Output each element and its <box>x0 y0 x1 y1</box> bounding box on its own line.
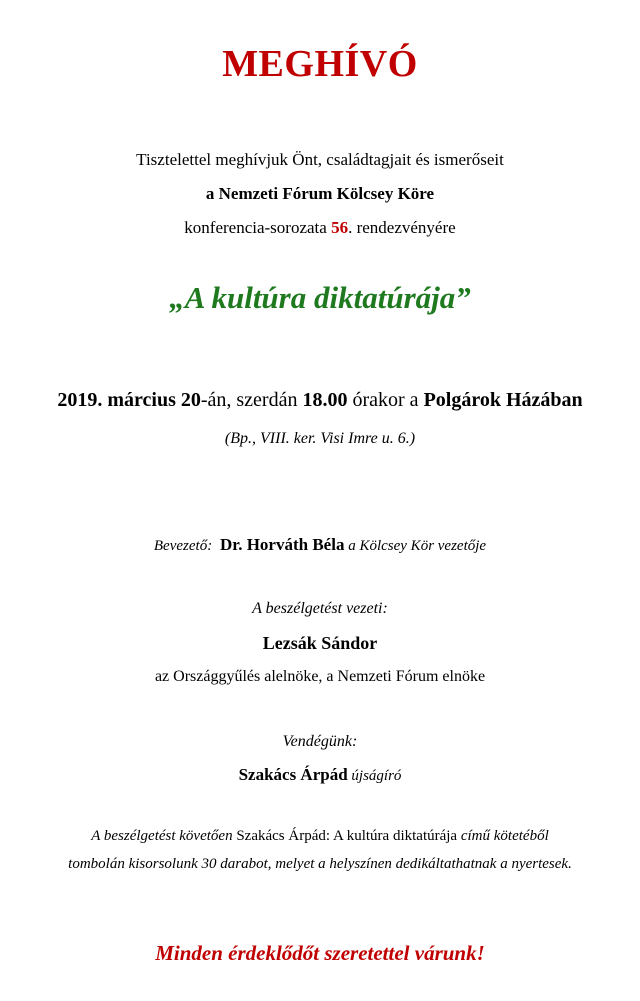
intro-speaker-label: Bevezető: <box>153 538 216 554</box>
guest-line <box>0 765 640 785</box>
series-suffix: . rendezvényére <box>348 218 456 237</box>
date-venue-line <box>0 389 640 412</box>
series-prefix: konferencia-sorozata <box>184 218 332 237</box>
raffle-book-title: Szakács Árpád: A kultúra diktatúrája <box>236 828 458 844</box>
event-title: „A kultúra diktatúrája” <box>169 280 471 315</box>
intro-speaker-line <box>0 535 640 555</box>
date-suffix: -án, szerdán <box>200 389 303 411</box>
event-venue: Polgárok Házában <box>423 389 583 411</box>
intro-speaker-name: Dr. Horváth Béla <box>219 535 345 554</box>
raffle-part-2: című kötetéből <box>457 828 549 844</box>
organizer-name: a Nemzeti Fórum Kölcsey Köre <box>205 184 435 203</box>
intro-line-1: Tisztelettel meghívjuk Önt, családtagjait és ismerőseit <box>136 150 504 169</box>
intro-speaker-role: a Kölcsey Kör vezetője <box>344 538 487 554</box>
guest-role: újságíró <box>347 768 402 784</box>
event-time: 18.00 <box>302 389 348 411</box>
raffle-part-1: A beszélgetést követően <box>91 828 237 844</box>
venue-address: (Bp., VIII. ker. Visi Imre u. 6.) <box>224 430 416 447</box>
intro-line-3 <box>0 218 640 238</box>
raffle-line-1 <box>0 828 640 845</box>
moderator-role: az Országgyűlés alelnöke, a Nemzeti Fórum elnöke <box>154 668 486 685</box>
moderator-name: Lezsák Sándor <box>262 633 378 653</box>
invitation-title: MEGHÍVÓ <box>222 43 418 85</box>
time-suffix: órakor a <box>347 389 424 411</box>
moderator-label: A beszélgetést vezeti: <box>252 600 388 617</box>
event-date: 2019. március 20 <box>57 389 201 411</box>
raffle-line-2: tombolán kisorsolunk 30 darabot, melyet a helyszínen dedikáltathatnak a nyertesek. <box>68 856 572 872</box>
closing-message: Minden érdeklődőt szeretettel várunk! <box>155 941 485 965</box>
guest-name: Szakács Árpád <box>238 765 348 784</box>
guest-label: Vendégünk: <box>282 733 358 750</box>
event-number: 56 <box>331 218 349 237</box>
